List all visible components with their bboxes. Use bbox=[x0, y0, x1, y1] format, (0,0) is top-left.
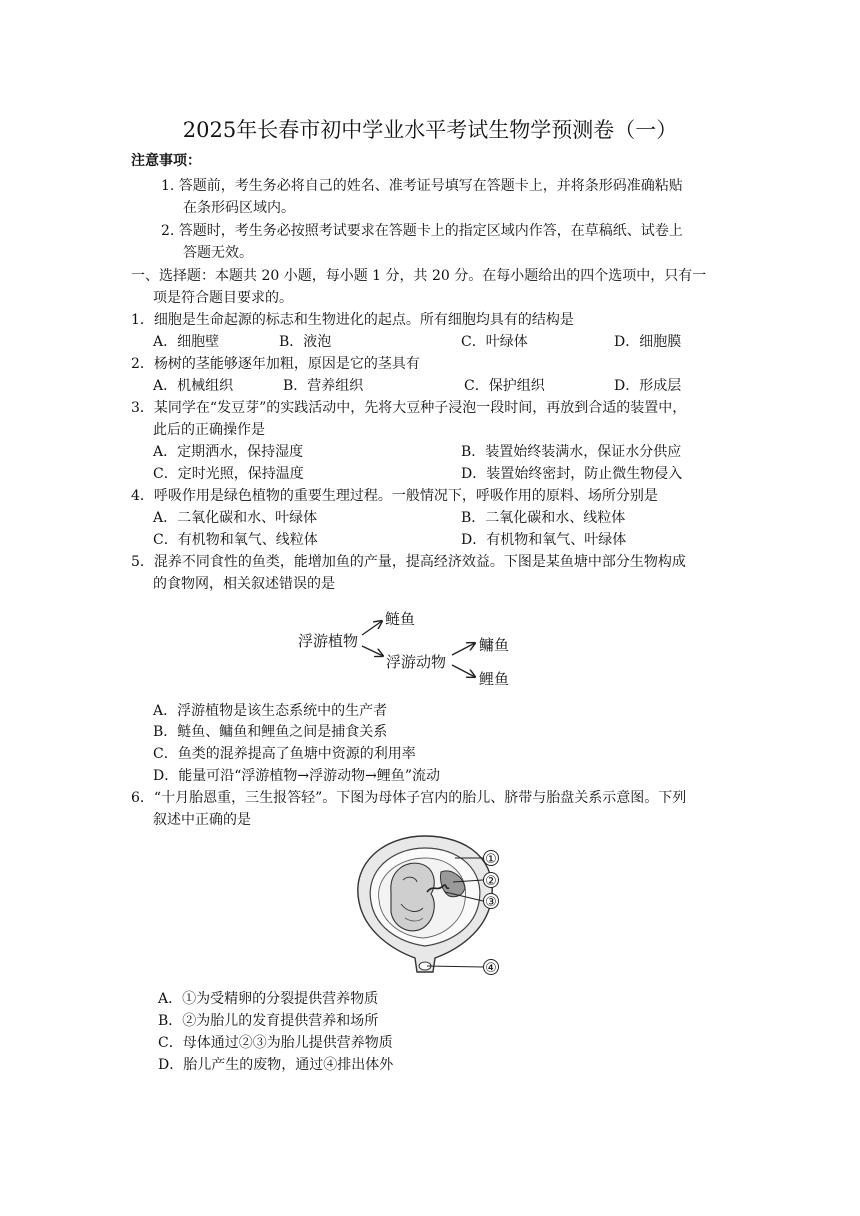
producer-label: 浮游植物 bbox=[298, 632, 359, 650]
notice-item-1-line2: 在条形码区域内。 bbox=[183, 200, 295, 216]
q5-option-d[interactable]: D．能量可沿“浮游植物→浮游动物→鲤鱼”流动 bbox=[153, 768, 440, 784]
question-6-stem-cont: 叙述中正确的是 bbox=[153, 812, 251, 828]
q6-option-c[interactable]: C．母体通过②③为胎儿提供营养物质 bbox=[158, 1035, 393, 1051]
q4-option-b[interactable]: B．二氧化碳和水、线粒体 bbox=[461, 510, 626, 526]
q4-option-c[interactable]: C．有机物和氧气、线粒体 bbox=[153, 532, 318, 548]
question-5-stem: 5．混养不同食性的鱼类，能增加鱼的产量，提高经济效益。下图是某鱼塘中部分生物构成 bbox=[131, 554, 686, 570]
silver-carp-label: 鲢鱼 bbox=[385, 610, 416, 628]
q4-option-a[interactable]: A．二氧化碳和水、叶绿体 bbox=[153, 510, 318, 526]
q3-option-a[interactable]: A．定期洒水，保持湿度 bbox=[153, 444, 304, 460]
bighead-carp-label: 鳙鱼 bbox=[479, 636, 510, 654]
q2-option-c[interactable]: C．保护组织 bbox=[464, 378, 545, 394]
q3-option-b[interactable]: B．装置始终装满水，保证水分供应 bbox=[461, 444, 682, 460]
question-3-stem-cont: 此后的正确操作是 bbox=[153, 422, 265, 438]
section-heading-cont: 项是符合题目要求的。 bbox=[153, 290, 293, 306]
q6-option-a[interactable]: A．①为受精卵的分裂提供营养物质 bbox=[158, 991, 379, 1007]
question-4-stem: 4．呼吸作用是绿色植物的重要生理过程。一般情况下，呼吸作用的原料、场所分别是 bbox=[131, 488, 658, 504]
label-2 bbox=[484, 873, 499, 890]
q1-option-a[interactable]: A．细胞壁 bbox=[153, 334, 220, 350]
food-web-diagram bbox=[290, 603, 530, 695]
q5-option-b[interactable]: B．鲢鱼、鳙鱼和鲤鱼之间是捕食关系 bbox=[153, 724, 388, 740]
question-5-stem-cont: 的食物网，相关叙述错误的是 bbox=[153, 576, 335, 592]
q3-option-c[interactable]: C．定时光照，保持温度 bbox=[153, 466, 304, 482]
svg-text:③: ③ bbox=[485, 895, 497, 910]
svg-text:②: ② bbox=[485, 874, 497, 889]
q2-option-b[interactable]: B．营养组织 bbox=[283, 378, 364, 394]
arrow-producer-to-silver-carp bbox=[362, 621, 382, 635]
notice-item-2-line1: 2. 答题时，考生务必按照考试要求在答题卡上的指定区域内作答，在草稿纸、试卷上 bbox=[161, 223, 683, 239]
q4-option-d[interactable]: D．有机物和氧气、叶绿体 bbox=[461, 532, 627, 548]
question-2-stem: 2．杨树的茎能够逐年加粗，原因是它的茎具有 bbox=[131, 356, 420, 372]
question-1-stem: 1．细胞是生命起源的标志和生物进化的起点。所有细胞均具有的结构是 bbox=[131, 312, 574, 328]
q6-option-b[interactable]: B．②为胎儿的发育提供营养和场所 bbox=[158, 1013, 379, 1029]
notice-heading: 注意事项： bbox=[131, 153, 201, 169]
svg-text:④: ④ bbox=[485, 961, 497, 976]
q6-option-d[interactable]: D．胎儿产生的废物，通过④排出体外 bbox=[158, 1057, 394, 1073]
arrow-zooplankton-to-common-carp bbox=[452, 665, 475, 677]
q1-option-b[interactable]: B．液泡 bbox=[279, 334, 332, 350]
arrow-producer-to-zooplankton bbox=[362, 646, 383, 656]
notice-item-1-line1: 1. 答题前，考生务必将自己的姓名、准考证号填写在答题卡上，并将条形码准确粘贴 bbox=[161, 178, 683, 194]
notice-item-2-line2: 答题无效。 bbox=[183, 245, 253, 261]
q3-option-d[interactable]: D．装置始终密封，防止微生物侵入 bbox=[461, 466, 683, 482]
section-heading: 一、选择题：本题共 20 小题，每小题 1 分，共 20 分。在每小题给出的四个选项中，只有一 bbox=[131, 268, 707, 284]
zooplankton-label: 浮游动物 bbox=[386, 653, 447, 671]
arrow-zooplankton-to-bighead bbox=[452, 643, 475, 655]
q2-option-d[interactable]: D．形成层 bbox=[614, 378, 682, 394]
page-title: 2025年长春市初中学业水平考试生物学预测卷（一） bbox=[182, 118, 678, 142]
common-carp-label: 鲤鱼 bbox=[479, 670, 510, 688]
q5-option-c[interactable]: C．鱼类的混养提高了鱼塘中资源的利用率 bbox=[153, 746, 416, 762]
label-1 bbox=[484, 851, 499, 868]
q5-option-a[interactable]: A．浮游植物是该生态系统中的生产者 bbox=[153, 703, 388, 719]
q2-option-a[interactable]: A．机械组织 bbox=[153, 378, 234, 394]
question-6-stem: 6．“十月胎恩重，三生报答轻”。下图为母体子宫内的胎儿、脐带与胎盘关系示意图。下列 bbox=[131, 790, 687, 806]
question-3-stem: 3．某同学在“发豆芽”的实践活动中，先将大豆种子浸泡一段时间，再放到合适的装置中， bbox=[131, 400, 687, 416]
uterus-fetus-diagram bbox=[345, 832, 505, 980]
label-3 bbox=[484, 894, 499, 911]
q1-option-c[interactable]: C．叶绿体 bbox=[461, 334, 528, 350]
q1-option-d[interactable]: D．细胞膜 bbox=[614, 334, 682, 350]
svg-text:①: ① bbox=[485, 852, 497, 867]
label-4 bbox=[484, 960, 499, 977]
